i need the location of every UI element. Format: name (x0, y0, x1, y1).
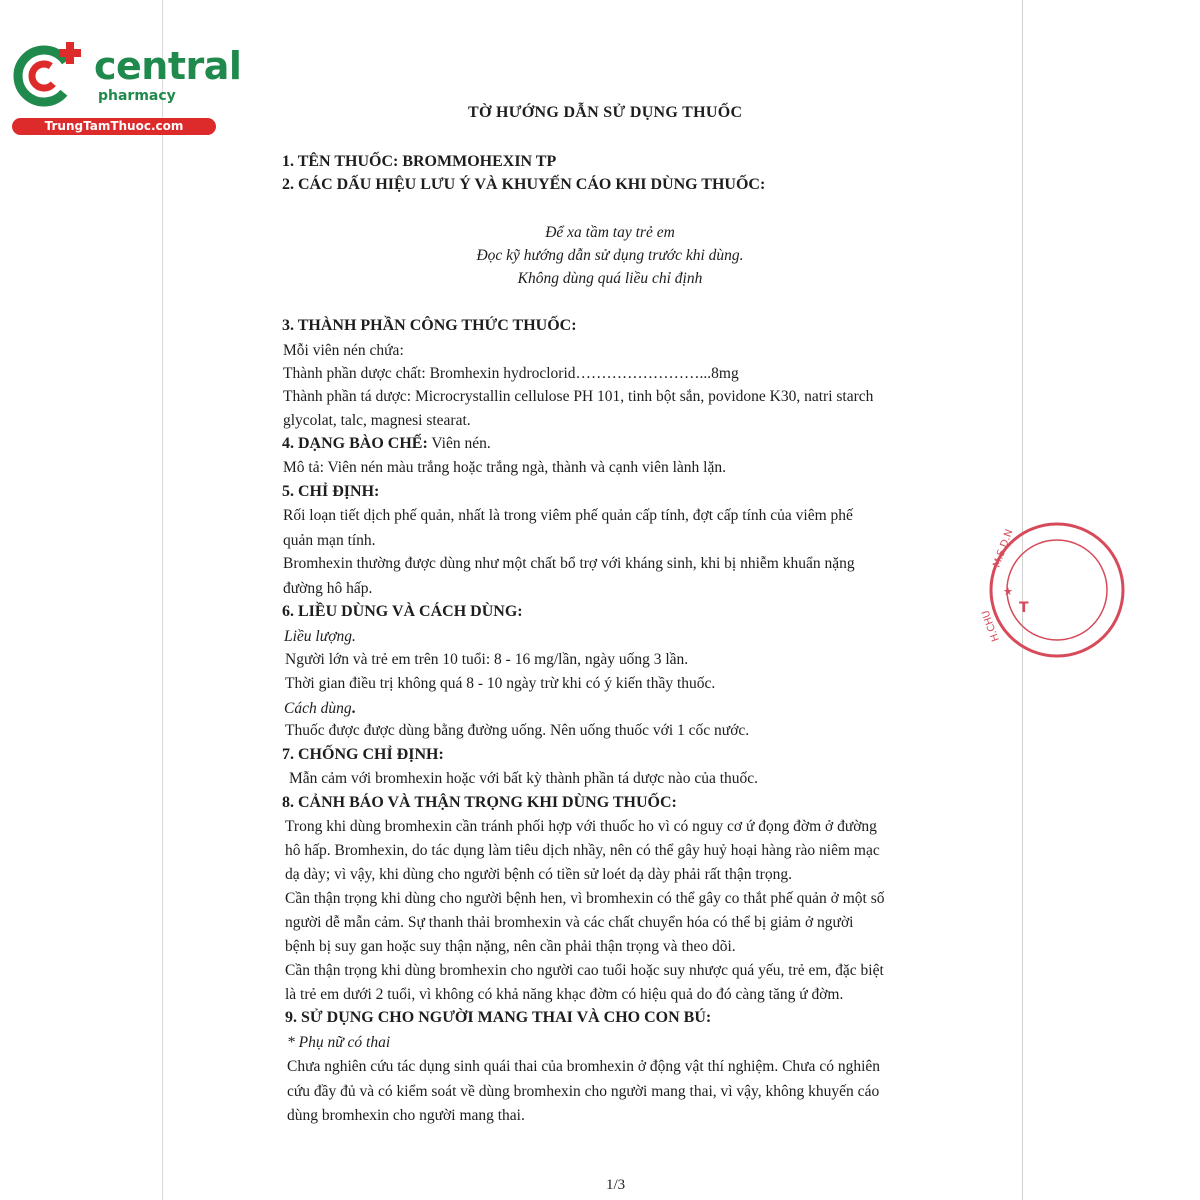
brand-sub: pharmacy (98, 88, 176, 104)
text-line: Mẫn cảm với bromhexin hoặc với bất kỳ thành phần tá dược nào của thuốc. (289, 770, 759, 787)
usage-label-dot: . (351, 700, 356, 717)
warning-line: Không dùng quá liều chỉ định (517, 270, 703, 287)
section-7-heading: 7. CHỐNG CHỈ ĐỊNH: (282, 746, 444, 763)
dose-label: Liều lượng. (284, 628, 356, 645)
section-6-heading: 6. LIỀU DÙNG VÀ CÁCH DÙNG: (282, 603, 523, 620)
section-1-heading: 1. TÊN THUỐC: BROMMOHEXIN TP (282, 153, 557, 170)
text-line: Bromhexin thường được dùng như một chất bổ trợ với kháng sinh, khi bị nhiễm khuẩn nặng (283, 555, 855, 572)
section-8-heading: 8. CẢNH BÁO VÀ THẬN TRỌNG KHI DÙNG THUỐC: (282, 794, 677, 811)
warning-line: Để xa tầm tay trẻ em (545, 224, 675, 241)
text-line: Thuốc được được dùng bằng đường uống. Nên uống thuốc với 1 cốc nước. (285, 722, 750, 739)
section-4-line (282, 435, 491, 453)
svg-text:★: ★ (1003, 585, 1013, 598)
section-4-value: Viên nén. (427, 435, 491, 452)
svg-text:M.S.D.N: M.S.D.N (991, 527, 1016, 570)
text-line: glycolat, talc, magnesi stearat. (283, 412, 471, 429)
usage-label: Cách dùng (284, 700, 352, 717)
text-line: Thành phần dược chất: Bromhexin hydroclorid……………………...8mg (283, 365, 739, 382)
text-line: là trẻ em dưới 2 tuổi, vì không có khả năng khạc đờm có hiệu quả do đó càng tăng ứ đờm. (285, 986, 844, 1003)
usage-label-line (284, 700, 355, 718)
text-line: bệnh bị suy gan hoặc suy thận nặng, nên cần phải thận trọng và theo dõi. (285, 938, 736, 955)
text-line: người dễ mẫn cảm. Sự thanh thải bromhexin và các chất chuyển hóa có thể bị giảm ở người (285, 914, 854, 931)
document-title: TỜ HƯỚNG DẪN SỬ DỤNG THUỐC (468, 104, 743, 121)
text-line: đường hô hấp. (283, 580, 373, 597)
text-line: Rối loạn tiết dịch phế quản, nhất là trong viêm phế quản cấp tính, đợt cấp tính của viêm phế (283, 507, 853, 524)
warning-line: Đọc kỹ hướng dẫn sử dụng trước khi dùng. (476, 247, 744, 264)
text-line: Mô tả: Viên nén màu trắng hoặc trắng ngà, thành và cạnh viên lành lặn. (283, 459, 726, 476)
text-line: Cần thận trọng khi dùng bromhexin cho người cao tuổi hoặc suy nhược quá yếu, trẻ em, đặc biệt (285, 962, 884, 979)
text-line: dạ dày; vì vậy, khi dùng cho người bệnh có tiền sử loét dạ dày phải rất thận trọng. (285, 866, 792, 883)
svg-text:H.CHU: H.CHU (980, 608, 1002, 643)
text-line: Thành phần tá dược: Microcrystallin cellulose PH 101, tinh bột sắn, povidone K30, natri starch (283, 388, 874, 405)
svg-text:T: T (1019, 600, 1029, 616)
section-3-heading: 3. THÀNH PHẦN CÔNG THỨC THUỐC: (282, 317, 577, 334)
brand-url[interactable]: TrungTamThuoc.com (12, 118, 216, 135)
text-line: Trong khi dùng bromhexin cần tránh phối hợp với thuốc ho vì có nguy cơ ứ đọng đờm ở đường (285, 818, 877, 835)
section-2-heading: 2. CÁC DẤU HIỆU LƯU Ý VÀ KHUYẾN CÁO KHI DÙNG THUỐC: (282, 176, 766, 193)
section-5-heading: 5. CHỈ ĐỊNH: (282, 483, 380, 500)
page-number: 1/3 (606, 1177, 626, 1193)
text-line: Mỗi viên nén chứa: (283, 342, 404, 359)
text-line: dùng bromhexin cho người mang thai. (287, 1107, 525, 1124)
text-line: Chưa nghiên cứu tác dụng sinh quái thai của bromhexin ở động vật thí nghiệm. Chưa có nghiên (287, 1058, 881, 1075)
text-line: Người lớn và trẻ em trên 10 tuổi: 8 - 16 mg/lần, ngày uống 3 lần. (285, 651, 689, 668)
section-9-heading: 9. SỬ DỤNG CHO NGƯỜI MANG THAI VÀ CHO CON BÚ: (285, 1009, 712, 1026)
subheading: * Phụ nữ có thai (287, 1034, 391, 1051)
text-line: cứu đầy đủ và có kiểm soát về dùng bromhexin cho người mang thai, vì vậy, không khuyến cáo (287, 1083, 880, 1100)
text-line: quản mạn tính. (283, 532, 376, 549)
section-4-heading: 4. DẠNG BÀO CHẾ: (282, 435, 428, 452)
text-line: Thời gian điều trị không quá 8 - 10 ngày trừ khi có ý kiến thầy thuốc. (285, 675, 716, 692)
brand-name: central (94, 44, 242, 88)
text-line: hô hấp. Bromhexin, do tác dụng làm tiêu dịch nhầy, nên có thể gây huỷ hoại hàng rào niêm mạc (285, 842, 880, 859)
text-line: Cần thận trọng khi dùng cho người bệnh hen, vì bromhexin có thể gây co thắt phế quản ở một số (285, 890, 885, 907)
